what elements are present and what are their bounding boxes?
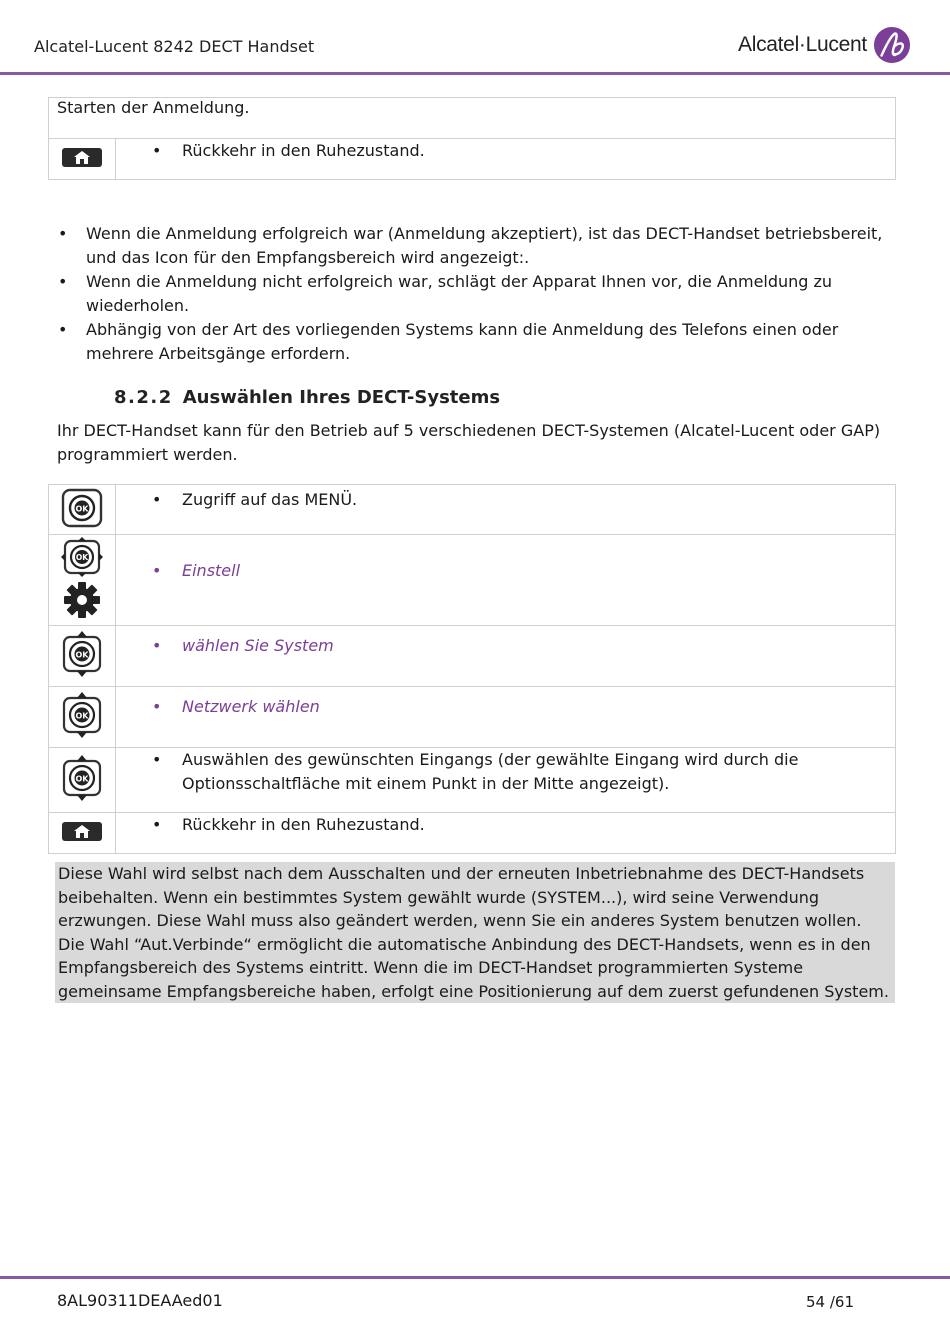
gear-icon	[63, 581, 101, 619]
navigator-four-way-icon	[61, 537, 103, 577]
step-text: • Auswählen des gewünschten Eingangs (der gewählte Eingang wird durch die Optionsschaltfläche mit einem Punkt in der Mitte angezeigt).	[116, 748, 895, 796]
brand	[738, 24, 911, 66]
result-bullet-list	[56, 222, 896, 366]
home-key-icon	[62, 822, 102, 841]
note-box: Diese Wahl wird selbst nach dem Ausschalten und der erneuten Inbetriebnahme des DECT-Handsets beibehalten. Wenn ein bestimmtes System gewählt wurde (SYSTEM...), wird seine Verwendung erzwungen. Diese Wahl muss also geändert werden, wenn Sie ein anderes System benutzen wollen. Die Wahl “Aut.Verbinde“ ermöglicht die automatische Anbindung des DECT-Handsets, wenn es in den Empfangsbereich des Systems eintritt. Wenn die im DECT-Handset programmierten Systeme gemeinsame Empfangsbereiche haben, erfolgt eine Positionierung auf dem zuerst gefundenen System.	[55, 862, 895, 1003]
header-rule	[0, 72, 950, 75]
list-item: • Wenn die Anmeldung nicht erfolgreich war, schlägt der Apparat Ihnen vor, die Anmeldung zu wiederholen.	[56, 270, 896, 318]
footer-rule	[0, 1276, 950, 1279]
section-heading	[114, 387, 500, 408]
svg-text:OK: OK	[75, 711, 89, 721]
navigator-up-down-icon	[61, 631, 103, 677]
navigator-up-down-icon	[61, 755, 103, 801]
step-text: • Rückkehr in den Ruhezustand.	[116, 139, 895, 163]
step-text-menu-item: • Netzwerk wählen	[116, 695, 895, 719]
alcatel-lucent-logo-icon	[873, 26, 911, 64]
step-text: Starten der Anmeldung.	[57, 98, 250, 117]
list-item: • Wenn die Anmeldung erfolgreich war (Anmeldung akzeptiert), ist das DECT-Handset betriebsbereit, und das Icon für den Empfangsbereich wird angezeigt:.	[56, 222, 896, 270]
section-number: 8.2.2	[114, 387, 173, 408]
svg-text:OK: OK	[75, 774, 89, 784]
brand-name: Alcatel·Lucent	[738, 33, 867, 56]
page-number: 54 /61	[806, 1293, 854, 1311]
section-intro: Ihr DECT-Handset kann für den Betrieb auf 5 verschiedenen DECT-Systemen (Alcatel-Lucent oder GAP) programmiert werden.	[57, 421, 881, 464]
section-title: Auswählen Ihres DECT-Systems	[182, 387, 501, 408]
navigator-up-down-icon	[61, 692, 103, 738]
steps-table-2	[48, 484, 896, 854]
home-key-icon	[62, 148, 102, 167]
svg-text:OK: OK	[75, 650, 89, 660]
steps-table-1	[48, 97, 896, 180]
document-number: 8AL90311DEAAed01	[57, 1291, 223, 1310]
list-item: • Abhängig von der Art des vorliegenden Systems kann die Anmeldung des Telefons einen oder mehrere Arbeitsgänge erfordern.	[56, 318, 896, 366]
ok-key-icon	[61, 488, 103, 528]
svg-text:OK: OK	[75, 504, 89, 513]
svg-text:OK: OK	[75, 553, 89, 562]
step-text: • Rückkehr in den Ruhezustand.	[116, 813, 895, 837]
step-text: • Zugriff auf das MENÜ.	[116, 488, 895, 512]
page-header-title: Alcatel-Lucent 8242 DECT Handset	[34, 37, 315, 56]
step-text-menu-item: • wählen Sie System	[116, 634, 895, 658]
step-text-menu-item: • Einstell	[116, 559, 895, 583]
